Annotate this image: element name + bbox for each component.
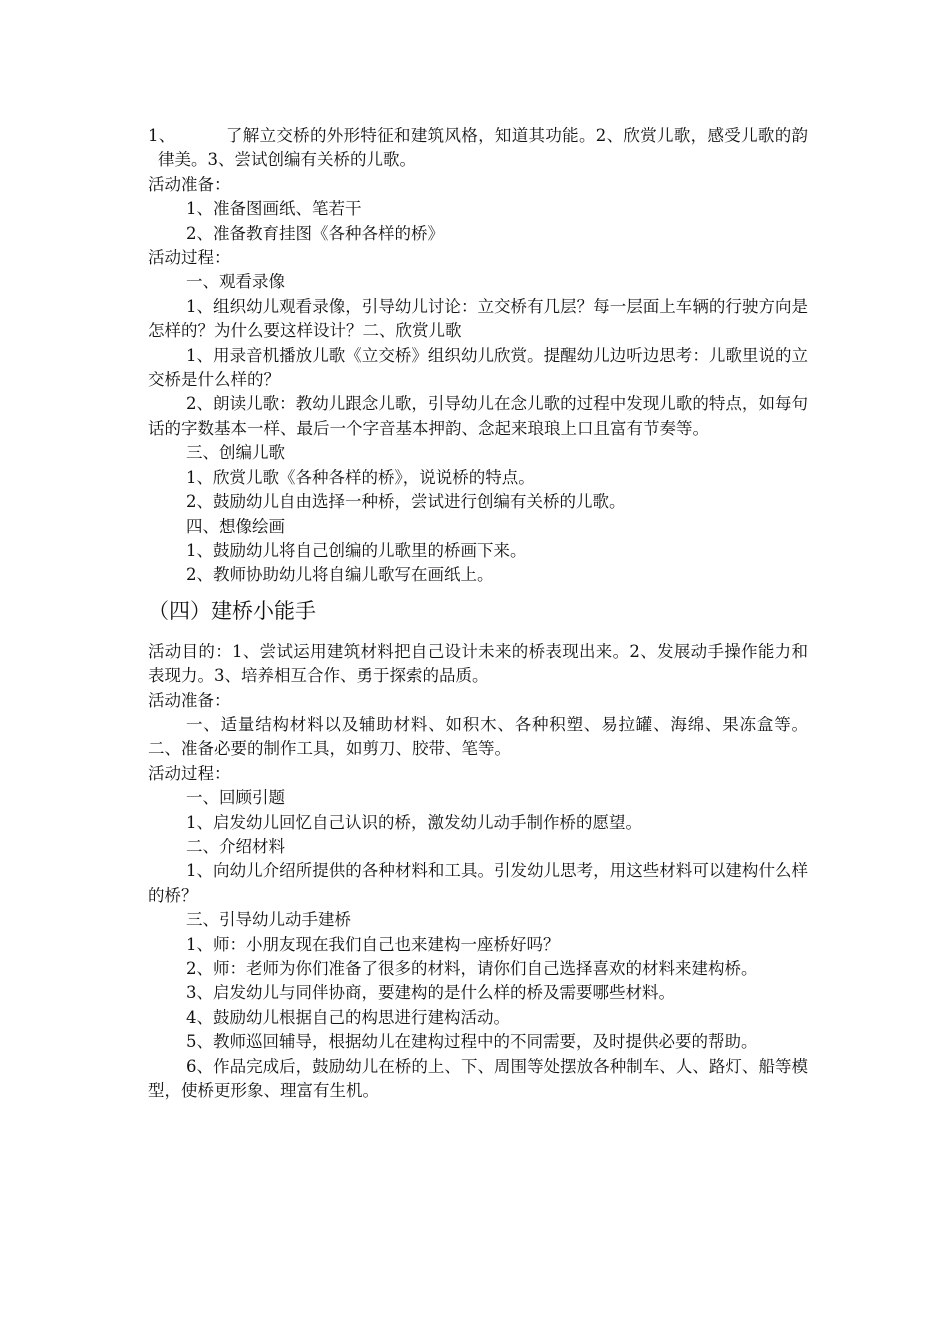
prep-item-2: 2、准备教育挂图《各种各样的桥》 bbox=[186, 223, 444, 243]
prep-label: 活动准备： bbox=[148, 174, 231, 194]
step-paragraph: 3、启发幼儿与同伴协商，要建构的是什么样的桥及需要哪些材料。 bbox=[186, 983, 675, 1003]
step-paragraph: 5、教师巡回辅导，根据幼儿在建构过程中的不同需要，及时提供必要的帮助。 bbox=[186, 1032, 758, 1052]
step-paragraph: 2、教师协助幼儿将自编儿歌写在画纸上。 bbox=[186, 565, 494, 585]
step-paragraph: 1、鼓励幼儿将自己创编的儿歌里的桥画下来。 bbox=[186, 540, 527, 560]
step-heading: 二、介绍材料 bbox=[186, 836, 285, 856]
step-paragraph: 1、欣赏儿歌《各种各样的桥》，说说桥的特点。 bbox=[186, 467, 535, 487]
step-paragraph: 1、组织幼儿观看录像，引导幼儿讨论：立交桥有几层？每一层面上车辆的行驶方向是怎样的？为什么要这样设计？二、欣赏儿歌 bbox=[148, 296, 808, 341]
step-paragraph: 2、鼓励幼儿自由选择一种桥，尝试进行创编有关桥的儿歌。 bbox=[186, 492, 626, 512]
step-paragraph: 2、师：老师为你们准备了很多的材料，请你们自己选择喜欢的材料来建构桥。 bbox=[186, 959, 758, 978]
prep-label: 活动准备： bbox=[148, 690, 231, 710]
goal-number: 1、 bbox=[148, 126, 176, 145]
step-paragraph: 1、师：小朋友现在我们自己也来建构一座桥好吗？ bbox=[186, 934, 560, 954]
step-heading: 一、观看录像 bbox=[186, 272, 285, 292]
step-paragraph: 1、用录音机播放儿歌《立交桥》组织幼儿欣赏。提醒幼儿边听边思考：儿歌里说的立交桥是什么样的？ bbox=[148, 345, 808, 390]
step-heading: 三、创编儿歌 bbox=[186, 443, 285, 463]
step-paragraph: 1、向幼儿介绍所提供的各种材料和工具。引发幼儿思考，用这些材料可以建构什么样的桥？ bbox=[148, 861, 808, 905]
process-label: 活动过程： bbox=[148, 763, 231, 783]
step-heading: 一、回顾引题 bbox=[186, 788, 285, 808]
step-heading: 三、引导幼儿动手建桥 bbox=[186, 910, 351, 930]
step-heading: 四、想像绘画 bbox=[186, 516, 285, 536]
goal-text: 了解立交桥的外形特征和建筑风格，知道其功能。2、欣赏儿歌，感受儿歌的韵律美。3、尝试创编有关桥的儿歌。 bbox=[158, 126, 809, 170]
section-heading: （四）建桥小能手 bbox=[148, 598, 316, 623]
activity-goal-paragraph bbox=[148, 124, 808, 173]
activity-goal-paragraph: 活动目的：1、尝试运用建筑材料把自己设计未来的桥表现出来。2、发展动手操作能力和表现力。3、培养相互合作、勇于探索的品质。 bbox=[148, 641, 808, 686]
step-paragraph: 6、作品完成后，鼓励幼儿在桥的上、下、周围等处摆放各种制车、人、路灯、船等模型，使桥更形象、理富有生机。 bbox=[148, 1056, 808, 1101]
process-label: 活动过程： bbox=[148, 248, 231, 268]
step-paragraph: 1、启发幼儿回忆自己认识的桥，激发幼儿动手制作桥的愿望。 bbox=[186, 812, 642, 832]
step-paragraph: 2、朗读儿歌：教幼儿跟念儿歌，引导幼儿在念儿歌的过程中发现儿歌的特点，如每句话的字数基本一样、最后一个字音基本押韵、念起来琅琅上口且富有节奏等。 bbox=[148, 394, 808, 438]
step-paragraph: 4、鼓励幼儿根据自己的构思进行建构活动。 bbox=[186, 1007, 510, 1027]
document-body bbox=[148, 124, 808, 1103]
prep-item-1: 1、准备图画纸、笔若干 bbox=[186, 199, 362, 219]
prep-paragraph: 一、适量结构材料以及辅助材料、如积木、各种积塑、易拉罐、海绵、果冻盒等。二、准备必要的制作工具，如剪刀、胶带、笔等。 bbox=[148, 714, 808, 759]
